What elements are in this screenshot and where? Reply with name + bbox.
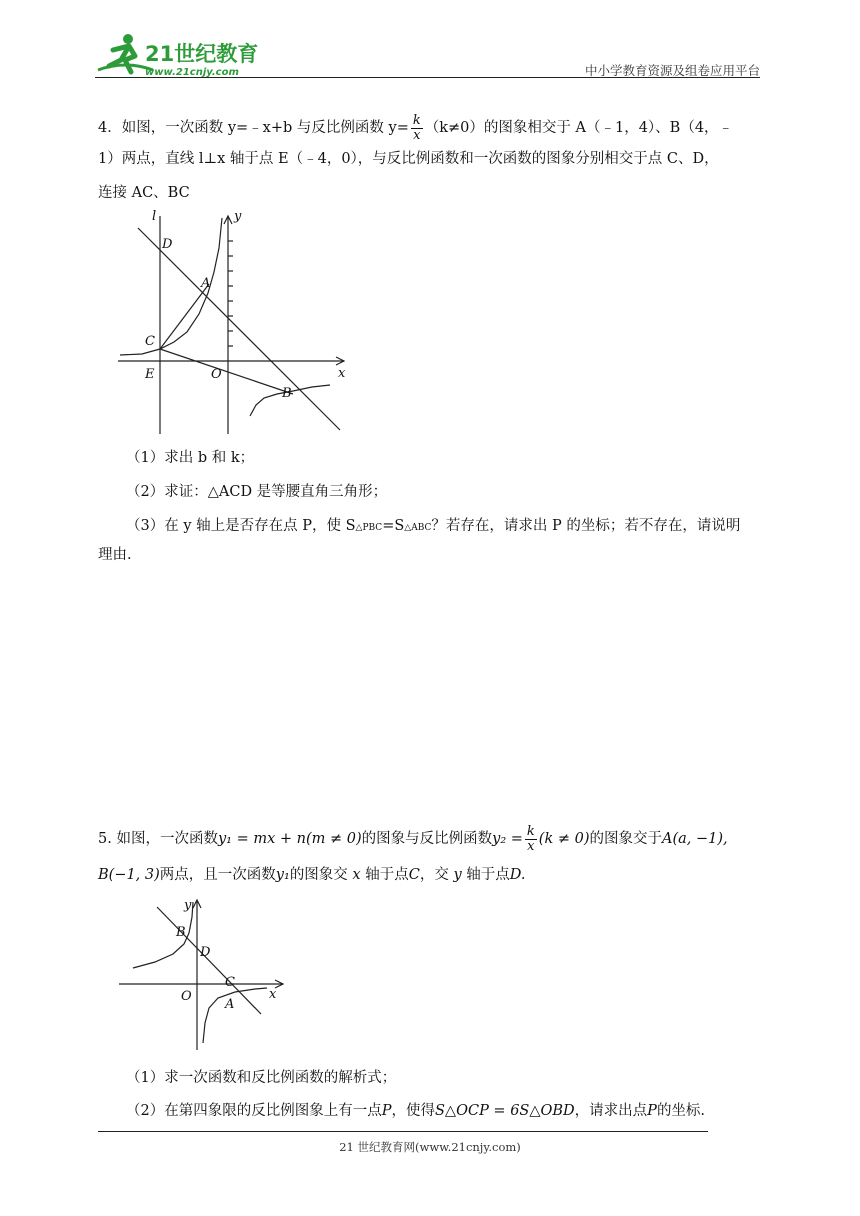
q5-frac-num: k bbox=[526, 824, 535, 839]
q4-line1-part-a: 4．如图，一次函数 y=﹣x+b 与反比例函数 y= bbox=[98, 120, 409, 137]
page-header bbox=[95, 30, 760, 80]
q4-label-o: O bbox=[211, 367, 222, 382]
q4-sub3-line2: 理由. bbox=[98, 547, 132, 563]
page-footer: 21 世纪教育网(www.21cnjy.com) bbox=[339, 1140, 521, 1154]
q5-label-x: x bbox=[269, 987, 277, 1002]
q5-sub2-part-b: ，使得 bbox=[391, 1103, 435, 1119]
q4-label-c: C bbox=[145, 334, 155, 349]
q5-label-o: O bbox=[181, 989, 192, 1004]
q4-label-d: D bbox=[162, 237, 173, 252]
q5-sub2-part-d: 的坐标. bbox=[656, 1103, 706, 1119]
q4-linear-function bbox=[138, 228, 340, 430]
q5-line1-part-c: 的图象交于 bbox=[589, 831, 662, 848]
q5-line2 bbox=[98, 868, 525, 883]
q4-label-y: y bbox=[234, 209, 242, 224]
q5-y-var: y bbox=[453, 867, 462, 883]
q4-line1-part-b: （k≠0）的图象相交于 A（﹣1，4）、B（4，﹣ bbox=[424, 120, 734, 137]
q5-point-a: A(a, −1), bbox=[661, 831, 728, 848]
q4-sub1: （1）求出 b 和 k； bbox=[126, 450, 255, 466]
site-logo bbox=[95, 30, 265, 78]
q5-line2-part-b: 的图象交 bbox=[289, 867, 348, 883]
q5-line2-part-a: 两点，且一次函数 bbox=[159, 867, 276, 883]
q5-frac-den: x bbox=[527, 838, 535, 854]
q4-label-x: x bbox=[338, 366, 346, 381]
q5-point-c: C bbox=[408, 867, 420, 883]
q5-line1 bbox=[98, 825, 728, 853]
q4-sub3-sub-abc: △ABC bbox=[404, 523, 432, 533]
q4-line2: 1）两点，直线 l⊥x 轴于点 E（﹣4，0），与反比例函数和一次函数的图象分别相交于点 C、D， bbox=[98, 151, 719, 167]
q5-label-d: D bbox=[200, 945, 211, 960]
q5-x-var: x bbox=[352, 867, 361, 883]
footer-divider bbox=[98, 1131, 708, 1132]
q4-segment-bc bbox=[160, 349, 293, 394]
q4-frac-den: x bbox=[413, 127, 421, 143]
q5-sub2-part-c: ，请求出点 bbox=[574, 1103, 648, 1119]
q5-sub1: （1）求一次函数和反比例函数的解析式； bbox=[126, 1070, 397, 1086]
q4-sub2: （2）求证：△ACD 是等腰直角三角形； bbox=[126, 484, 388, 500]
q5-y1: y₁ bbox=[275, 867, 290, 883]
logo-text: 21世纪教育 bbox=[145, 42, 259, 66]
q4-label-a: A bbox=[201, 276, 211, 291]
q5-area-equation: S△OCP = 6S△OBD bbox=[435, 1103, 575, 1119]
q5-linear-function bbox=[157, 907, 261, 1014]
q5-point-b: B(−1, 3) bbox=[98, 867, 160, 883]
q5-line2-part-d: ，交 bbox=[419, 867, 449, 883]
q4-line3: 连接 AC、BC bbox=[98, 185, 190, 201]
logo-url: www.21cnjy.com bbox=[145, 67, 239, 78]
header-divider bbox=[95, 77, 760, 78]
q4-figure bbox=[112, 206, 357, 438]
q5-sub2 bbox=[126, 1099, 705, 1120]
q4-sub3-part-b: =S bbox=[382, 518, 405, 534]
q4-sub3-part-c: ？若存在，请求出 P 的坐标；若不存在，请说明 bbox=[431, 518, 741, 534]
q4-sub3-part-a: （3）在 y 轴上是否存在点 P，使 S bbox=[126, 518, 356, 534]
q5-linear-eq: y₁ = mx + n(m ≠ 0) bbox=[217, 831, 362, 848]
q5-inverse-eq-lhs: y₂ = bbox=[492, 831, 523, 848]
q5-hyperbola-branch-4 bbox=[203, 988, 267, 1043]
q5-fraction bbox=[525, 825, 537, 853]
q4-label-b: B bbox=[282, 386, 292, 401]
q4-label-l: l bbox=[152, 209, 157, 224]
q4-frac-num: k bbox=[412, 113, 421, 128]
q5-sub2-point-p2: P bbox=[647, 1103, 657, 1119]
q5-sub2-part-a: （2）在第四象限的反比例图象上有一点 bbox=[126, 1103, 382, 1119]
q4-fraction bbox=[411, 114, 423, 142]
q4-label-e: E bbox=[145, 367, 155, 382]
q5-line2-part-c: 轴于点 bbox=[365, 867, 409, 883]
q5-label-y: y bbox=[184, 898, 192, 913]
q5-point-d: D. bbox=[509, 867, 526, 883]
q4-segment-ac bbox=[160, 284, 209, 349]
q5-line1-part-a: 5. 如图，一次函数 bbox=[98, 831, 218, 848]
q4-y-ticks bbox=[228, 241, 233, 346]
q5-label-a: A bbox=[225, 997, 235, 1012]
q5-figure bbox=[115, 895, 295, 1053]
q5-line1-part-b: 的图象与反比例函数 bbox=[361, 831, 493, 848]
q4-line1 bbox=[98, 114, 733, 142]
q5-label-c: C bbox=[225, 975, 235, 990]
q4-sub3 bbox=[126, 514, 740, 535]
platform-name: 中小学教育资源及组卷应用平台 bbox=[584, 63, 760, 78]
q5-line2-part-e: 轴于点 bbox=[466, 867, 510, 883]
q5-sub2-point-p: P bbox=[381, 1103, 392, 1119]
q5-label-b: B bbox=[176, 925, 186, 940]
q4-sub3-sub-pbc: △PBC bbox=[355, 523, 383, 533]
q5-inverse-eq-cond: (k ≠ 0) bbox=[538, 831, 590, 848]
